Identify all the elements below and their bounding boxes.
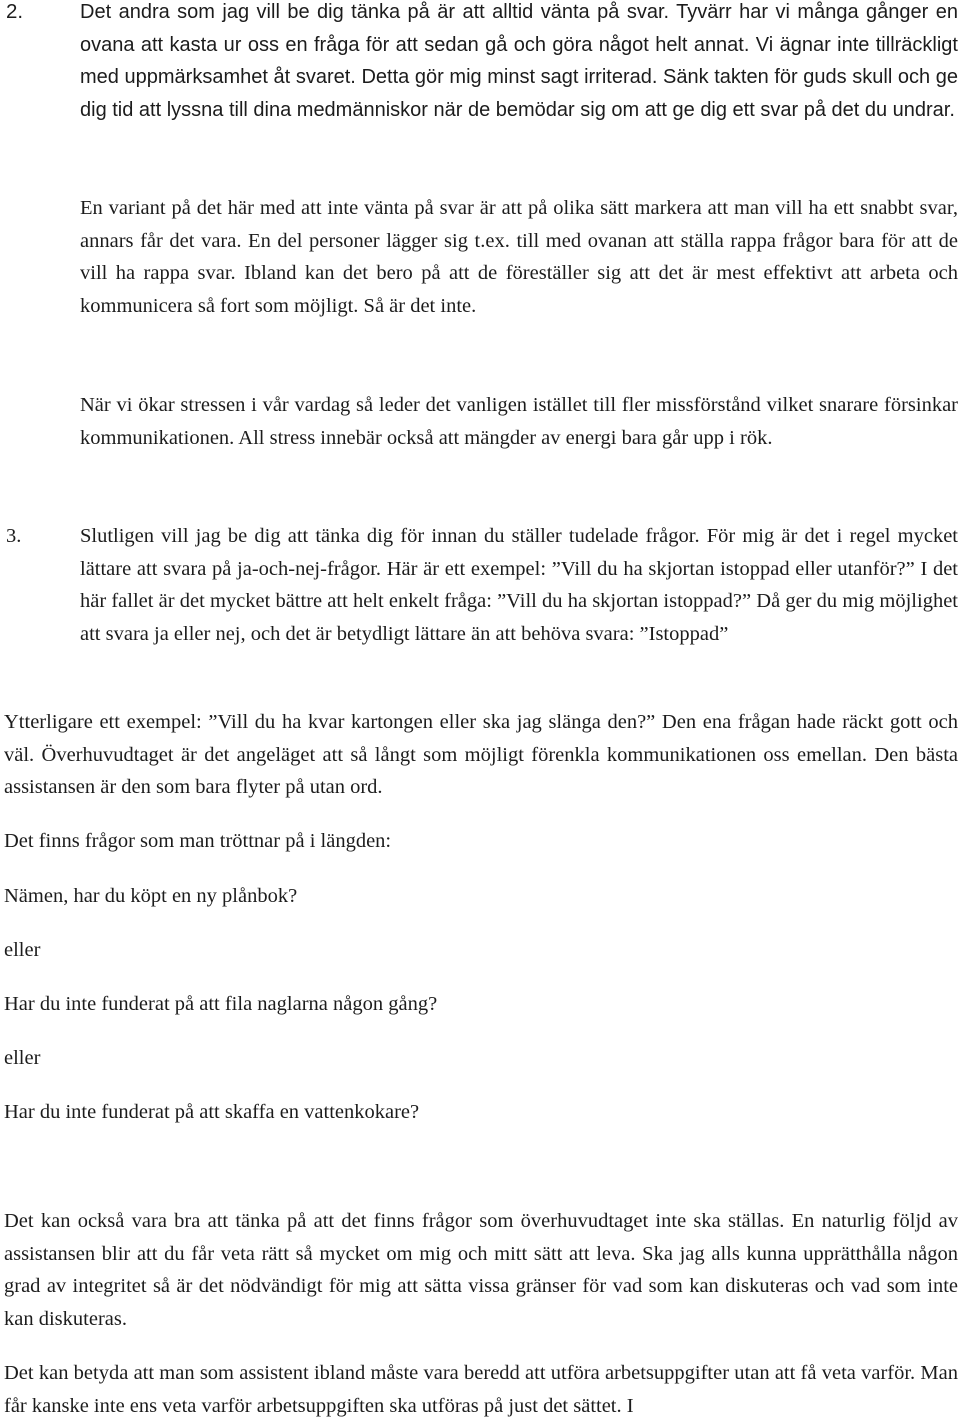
- question-1: Nämen, har du köpt en ny plånbok?: [4, 885, 298, 907]
- or-2-block: [4, 1042, 958, 1075]
- questions-intro: Det finns frågor som man tröttnar på i längden:: [4, 830, 392, 852]
- question-3-block: [4, 1096, 958, 1129]
- or-2: eller: [4, 1047, 41, 1069]
- paragraph-questions-intro: [4, 825, 958, 858]
- item3-paragraph-1: Slutligen vill jag be dig att tänka dig för innan du ställer tudelade frågor. För mig är det i regel mycket lättare att svara på ja-och-nej-frågor. Här är ett exempel: ”Vill du ha skjortan istoppad eller utanför?” I det här fallet är det mycket bättre att helt enkelt fråga: ”Vill du ha skjortan istoppad?” Då ger du mig möjlighet att svara ja eller nej, och det är betydligt lättare än att behöva svara: ”Istoppad”: [80, 525, 958, 645]
- paragraph-integrity: [4, 1205, 958, 1335]
- question-2: Har du inte funderat på att fila naglarna någon gång?: [4, 993, 438, 1015]
- item2-paragraph-3: När vi ökar stressen i vår vardag så leder det vanligen istället till fler missförstånd vilket snarare försinkar kommunikationen. All stress innebär också att mängder av energi bara går upp i rök.: [80, 394, 958, 449]
- paragraph-example: [4, 706, 958, 804]
- item2-paragraph-1: Det andra som jag vill be dig tänka på är att alltid vänta på svar. Tyvärr har vi många gånger en ovana att kasta ur oss en fråga för att sedan gå och göra något helt annat. Vi ägnar inte tillräckligt med uppmärksamhet åt svaret. Detta gör mig minst sagt irriterad. Sänk takten för guds skull och ge dig tid att lyssna till dina medmänniskor när de bemödar sig om att ge dig ett svar på det du undrar.: [80, 1, 958, 121]
- paragraph-tasks: [4, 1357, 958, 1422]
- question-2-block: [4, 988, 958, 1021]
- item2-paragraph-3-block: [80, 389, 958, 454]
- list-number-3: 3.: [6, 525, 22, 547]
- list-number-2: 2.: [6, 0, 24, 23]
- or-1-block: [4, 934, 958, 967]
- question-3: Har du inte funderat på att skaffa en vattenkokare?: [4, 1101, 420, 1123]
- integrity-paragraph: Det kan också vara bra att tänka på att det finns frågor som överhuvudtaget inte ska ställas. En naturlig följd av assistansen blir att du får veta rätt så mycket om mig och mitt sätt att leva. Ska jag alls kunna upprätthålla någon grad av integritet så är det nödvändigt för mig att sätta vissa gränser för vad som kan diskuteras och vad som inte kan diskuteras.: [4, 1210, 958, 1330]
- tasks-paragraph: Det kan betyda att man som assistent ibland måste vara beredd att utföra arbetsuppgifter utan att få veta varför. Man får kanske inte ens veta varför arbetsuppgiften ska utföras på just det sättet. I: [4, 1362, 958, 1417]
- item2-paragraph-2-block: [80, 192, 958, 322]
- item2-paragraph-2: En variant på det här med att inte vänta på svar är att på olika sätt markera att man vill ha ett snabbt svar, annars får det vara. En del personer lägger sig t.ex. till med ovanan att ställa rappa frågor bara för att de vill ha rappa svar. Ibland kan det bero på att de föreställer sig att det är mest effektivt att arbeta och kommunicera så fort som möjligt. Så är det inte.: [80, 197, 958, 317]
- example-paragraph: Ytterligare ett exempel: ”Vill du ha kvar kartongen eller ska jag slänga den?” Den ena frågan hade räckt gott och väl. Överhuvudtaget är det angeläget att så långt som möjligt förenkla kommunikationen oss emellan. Den bästa assistansen är den som bara flyter på utan ord.: [4, 711, 958, 798]
- or-1: eller: [4, 939, 41, 961]
- question-1-block: [4, 880, 958, 913]
